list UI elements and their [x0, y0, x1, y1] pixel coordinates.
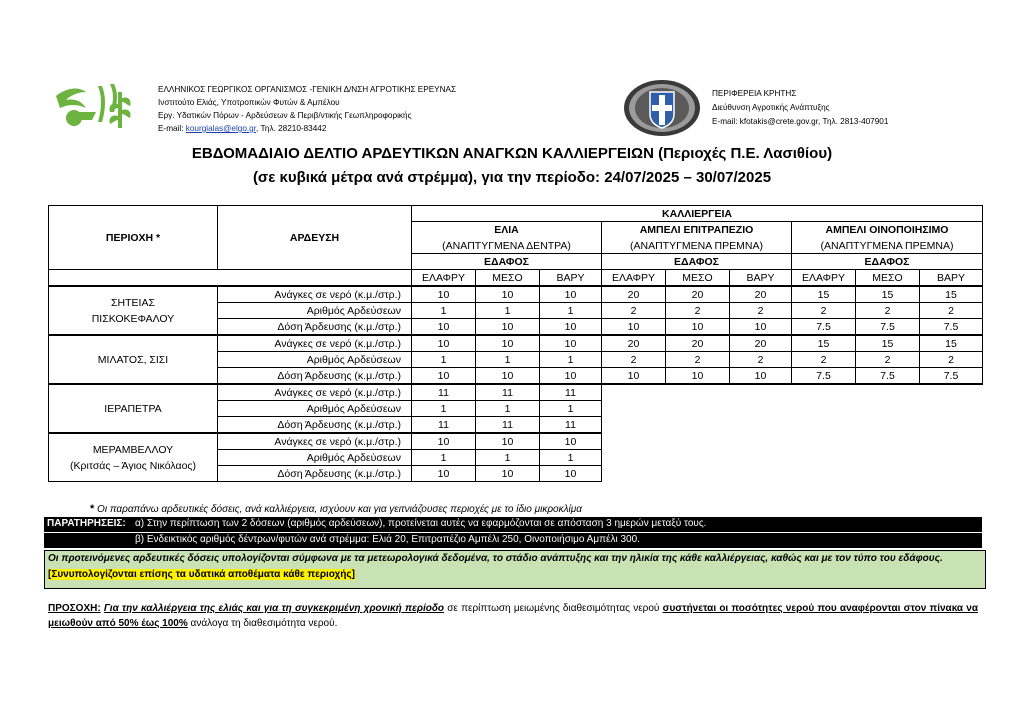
table-cell: 11: [540, 417, 602, 434]
metric-irrigation-count: Αριθμός Αρδεύσεων: [218, 352, 412, 368]
table-cell: 15: [920, 335, 983, 352]
table-cell: 10: [412, 335, 476, 352]
region-merambello: [49, 433, 218, 482]
table-cell: 2: [792, 303, 856, 319]
table-cell: 10: [412, 433, 476, 450]
elgo-logo: [52, 78, 152, 134]
table-cell: 2: [730, 352, 792, 368]
table-cell: 2: [666, 303, 730, 319]
header-org-line1: ΕΛΛΗΝΙΚΟΣ ΓΕΩΡΓΙΚΟΣ ΟΡΓΑΝΙΣΜΟΣ -ΓΕΝΙΚΗ Δ/ΝΣΗ ΑΓΡΟΤΙΚΗΣ ΕΡΕΥΝΑΣ: [158, 85, 457, 94]
table-cell: 11: [476, 417, 540, 434]
crop-table-grape-sub: (ΑΝΑΠΤΥΓΜΕΝΑ ΠΡΕΜΝΑ): [602, 238, 792, 254]
table-cell: 1: [412, 352, 476, 368]
table-cell: 2: [920, 303, 983, 319]
soil-medium: ΜΕΣΟ: [666, 270, 730, 287]
caution-text2: ανάλογα τη διαθεσιμότητα νερού.: [187, 618, 338, 629]
empty-cell: [218, 270, 412, 287]
region-name-line2: (Κριτσάς – Άγιος Νικόλαος): [70, 459, 196, 472]
table-cell: 20: [730, 286, 792, 303]
table-cell: 20: [666, 286, 730, 303]
header-crops: ΚΑΛΛΙΕΡΓΕΙΑ: [412, 206, 983, 222]
table-cell: 10: [602, 368, 666, 385]
table-cell: 10: [412, 319, 476, 336]
table-cell: 7.5: [856, 319, 920, 336]
email-label: E-mail:: [158, 124, 184, 133]
region-name-line2: ΠΙΣΚΟΚΕΦΑΛΟΥ: [91, 312, 175, 325]
table-cell: 10: [412, 368, 476, 385]
table-cell: 7.5: [792, 368, 856, 385]
table-cell: 1: [412, 303, 476, 319]
table-cell: 1: [412, 450, 476, 466]
table-cell: 1: [476, 450, 540, 466]
metric-water-needs: Ανάγκες σε νερό (κ.μ./στρ.): [218, 433, 412, 450]
soil-light: ΕΛΑΦΡΥ: [602, 270, 666, 287]
page-title: ΕΒΔΟΜΑΔΙΑΙΟ ΔΕΛΤΙΟ ΑΡΔΕΥΤΙΚΩΝ ΑΝΑΓΚΩΝ ΚΑΛΛΙΕΡΓΕΙΩΝ (Περιοχές Π.Ε. Λασιθίου): [191, 145, 833, 162]
metric-water-needs: Ανάγκες σε νερό (κ.μ./στρ.): [218, 384, 412, 401]
table-cell: 2: [856, 352, 920, 368]
metric-irrigation-dose: Δόση Άρδευσης (κ.μ./στρ.): [218, 466, 412, 482]
table-cell: 10: [476, 286, 540, 303]
table-cell: 10: [540, 319, 602, 336]
table-cell: 2: [920, 352, 983, 368]
crop-wine-grape-sub: (ΑΝΑΠΤΥΓΜΕΝΑ ΠΡΕΜΝΑ): [792, 238, 983, 254]
email-link[interactable]: kourgialas@elgo.gr: [185, 124, 256, 133]
table-cell: 20: [730, 335, 792, 352]
caution-label: ΠΡΟΣΟΧΗ:: [48, 603, 101, 614]
header-org-line3: Εργ. Υδατικών Πόρων - Αρδεύσεων & Περιβ/ντικής Γεωπληροφορικής: [158, 111, 412, 120]
table-cell: 11: [476, 384, 540, 401]
table-cell: 10: [412, 286, 476, 303]
table-cell: 10: [540, 466, 602, 482]
metric-water-needs: Ανάγκες σε νερό (κ.μ./στρ.): [218, 335, 412, 352]
region-ierapetra: [49, 384, 218, 433]
table-cell: 10: [666, 319, 730, 336]
header-org-line2: Ινστιτούτο Ελιάς, Υποτροπικών Φυτών & Αμπέλου: [158, 98, 340, 107]
table-cell: 11: [412, 417, 476, 434]
table-cell: 1: [540, 303, 602, 319]
table-cell: 20: [602, 335, 666, 352]
table-cell: 7.5: [920, 319, 983, 336]
metric-water-needs: Ανάγκες σε νερό (κ.μ./στρ.): [218, 286, 412, 303]
table-cell: 10: [412, 466, 476, 482]
dose-info-box: [44, 550, 986, 589]
table-cell: 10: [476, 368, 540, 385]
crop-olive-name: ΕΛΙΑ: [412, 222, 602, 239]
soil-heavy: ΒΑΡΥ: [540, 270, 602, 287]
empty-cell: [49, 270, 218, 287]
metric-irrigation-count: Αριθμός Αρδεύσεων: [218, 303, 412, 319]
table-cell: 7.5: [856, 368, 920, 385]
header-region-line3: E-mail: kfotakis@crete.gov.gr, Τηλ. 2813-407901: [712, 117, 889, 126]
table-cell: 1: [540, 352, 602, 368]
table-cell: 10: [540, 335, 602, 352]
table-cell: 10: [540, 368, 602, 385]
greek-emblem-icon: [622, 78, 702, 138]
table-cell: 10: [476, 335, 540, 352]
table-cell: 7.5: [920, 368, 983, 385]
header-region-line2: Διεύθυνση Αγροτικής Ανάπτυξης: [712, 103, 830, 112]
dose-info-highlight: [Συνυπολογίζονται επίσης τα υδατικά αποθέματα κάθε περιοχής]: [48, 569, 355, 580]
page-subtitle: (σε κυβικά μέτρα ανά στρέμμα), για την περίοδο: 24/07/2025 – 30/07/2025: [252, 169, 772, 186]
region-name: ΜΕΡΑΜΒΕΛΛΟΥ: [92, 443, 174, 456]
table-cell: 2: [730, 303, 792, 319]
table-cell: 15: [920, 286, 983, 303]
table-cell: 1: [540, 401, 602, 417]
table-cell: 2: [602, 352, 666, 368]
caution-note: [48, 601, 978, 631]
metric-irrigation-count: Αριθμός Αρδεύσεων: [218, 450, 412, 466]
table-cell: 10: [476, 319, 540, 336]
table-cell: 1: [540, 450, 602, 466]
table-cell: 15: [856, 335, 920, 352]
table-cell: 11: [412, 384, 476, 401]
empty-area: [602, 384, 983, 482]
table-cell: 11: [540, 384, 602, 401]
observation-b: β) Ενδεικτικός αριθμός δέντρων/φυτών ανά στρέμμα: Ελιά 20, Επιτραπέζιο Αμπέλι 250, Οινοποιήσιμο Αμπέλι 300.: [135, 534, 640, 545]
table-cell: 1: [412, 401, 476, 417]
table-cell: 10: [476, 433, 540, 450]
caution-text1: σε περίπτωση μειωμένης διαθεσιμότητας νερού: [444, 603, 663, 614]
table-cell: 10: [666, 368, 730, 385]
table-cell: 10: [730, 319, 792, 336]
footnote: [90, 503, 582, 515]
table-cell: 20: [602, 286, 666, 303]
soil-header: ΕΔΑΦΟΣ: [412, 254, 602, 270]
footnote-text: Οι παραπάνω αρδευτικές δόσεις, ανά καλλιέργεια, ισχύουν και για γειτνιάζουσες περιοχές με το ίδιο μικροκλίμα: [94, 504, 582, 515]
caution-olive: Για την καλλιέργεια της ελιάς και για τη συγκεκριμένη χρονική περίοδο: [103, 603, 445, 614]
metric-irrigation-count: Αριθμός Αρδεύσεων: [218, 401, 412, 417]
soil-medium: ΜΕΣΟ: [856, 270, 920, 287]
table-cell: 10: [602, 319, 666, 336]
header-region-line1: ΠΕΡΙΦΕΡΕΙΑ ΚΡΗΤΗΣ: [712, 89, 797, 98]
soil-heavy: ΒΑΡΥ: [920, 270, 983, 287]
table-cell: 2: [856, 303, 920, 319]
header-region: ΠΕΡΙΟΧΗ *: [49, 206, 218, 270]
footnote-star: *: [90, 503, 95, 515]
irrigation-table: [48, 205, 983, 482]
table-cell: 1: [476, 303, 540, 319]
header-contact: [158, 122, 326, 135]
caution-reduction: συστήνεται οι ποσότητες νερού που αναφέρονται στον πίνακα να μειωθούν από 50% έως 100%: [48, 603, 979, 629]
region-name: ΣΗΤΕΙΑΣ: [111, 296, 155, 309]
table-cell: 15: [792, 335, 856, 352]
observations-bar-a: [44, 517, 982, 532]
table-cell: 1: [476, 401, 540, 417]
table-cell: 15: [856, 286, 920, 303]
soil-header: ΕΔΑΦΟΣ: [792, 254, 983, 270]
table-cell: 10: [730, 368, 792, 385]
table-cell: 10: [476, 466, 540, 482]
dose-info-text: Οι προτεινόμενες αρδευτικές δόσεις υπολογίζονται σύμφωνα με τα μετεωρολογικά δεδομένα, το στάδιο ανάπτυξης και την ηλικία της κάθε καλλιέργειας, καθώς και με τον τύπο του εδάφους.: [48, 553, 943, 564]
table-cell: 2: [602, 303, 666, 319]
soil-header: ΕΔΑΦΟΣ: [602, 254, 792, 270]
table-cell: 7.5: [792, 319, 856, 336]
crop-wine-grape-name: ΑΜΠΕΛΙ ΟΙΝΟΠΟΙΗΣΙΜΟ: [792, 222, 983, 239]
soil-heavy: ΒΑΡΥ: [730, 270, 792, 287]
soil-light: ΕΛΑΦΡΥ: [792, 270, 856, 287]
region-name: ΙΕΡΑΠΕΤΡΑ: [104, 402, 162, 415]
table-cell: 15: [792, 286, 856, 303]
crop-olive-sub: (ΑΝΑΠΤΥΓΜΕΝΑ ΔΕΝΤΡΑ): [412, 238, 602, 254]
region-siteia: [49, 286, 218, 335]
metric-irrigation-dose: Δόση Άρδευσης (κ.μ./στρ.): [218, 368, 412, 385]
phone-text: , Τηλ. 28210-83442: [255, 124, 327, 133]
observation-a: α) Στην περίπτωση των 2 δόσεων (αριθμός αρδεύσεων), προτείνεται αυτές να εφαρμόζονται σε απόσταση 3 ημερών μεταξύ τους.: [135, 518, 707, 529]
table-cell: 20: [666, 335, 730, 352]
header-irrigation: ΑΡΔΕΥΣΗ: [218, 206, 412, 270]
region-milatos: [49, 335, 218, 384]
table-cell: 1: [476, 352, 540, 368]
observations-label: ΠΑΡΑΤΗΡΗΣΕΙΣ:: [47, 518, 126, 529]
metric-irrigation-dose: Δόση Άρδευσης (κ.μ./στρ.): [218, 417, 412, 434]
table-cell: 2: [666, 352, 730, 368]
table-cell: 10: [540, 433, 602, 450]
observations-bar-b: [44, 533, 982, 548]
region-name: ΜΙΛΑΤΟΣ, ΣΙΣΙ: [97, 353, 169, 366]
metric-irrigation-dose: Δόση Άρδευσης (κ.μ./στρ.): [218, 319, 412, 336]
soil-light: ΕΛΑΦΡΥ: [412, 270, 476, 287]
table-cell: 2: [792, 352, 856, 368]
soil-medium: ΜΕΣΟ: [476, 270, 540, 287]
table-cell: 10: [540, 286, 602, 303]
crop-table-grape-name: ΑΜΠΕΛΙ ΕΠΙΤΡΑΠΕΖΙΟ: [602, 222, 792, 239]
